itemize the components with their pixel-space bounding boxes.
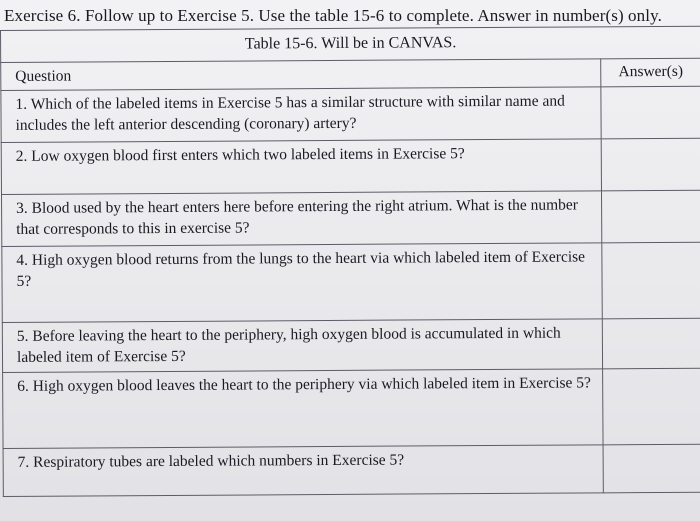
exercise-instructions: Exercise 6. Follow up to Exercise 5. Use the table 15-6 to complete. Answer in number(s) only. [4,6,662,25]
table-row [3,444,700,496]
table-row [3,368,700,448]
question-text: 6. High oxygen blood leaves the heart to the periphery via which labeled item in Exercise 5? [17,374,591,395]
table-row [2,242,700,322]
answer-cell[interactable] [603,368,700,445]
table-row [2,190,700,246]
question-text: 3. Blood used by the heart enters here before entering the right atrium. What is the number that corresponds to this in exercise 5? [16,196,578,238]
question-cell [2,319,602,373]
exercise-table [0,26,700,497]
table-caption-row [1,26,700,62]
answer-cell[interactable] [601,138,700,191]
question-cell [3,445,603,497]
question-cell [2,243,602,323]
question-text: 5. Before leaving the heart to the periphery, high oxygen blood is accumulated in which labeled item of Exercise 5? [16,324,561,366]
question-text: 2. Low oxygen blood first enters which two labeled items in Exercise 5? [15,145,465,165]
question-column-header: Question [1,59,601,91]
table-header-row [1,58,700,90]
table-row [1,138,700,194]
question-text: 1. Which of the labeled items in Exercise 5 has a similar structure with similar name and includes the left anterior descending (coronary) artery? [15,92,565,134]
answer-cell[interactable] [601,190,700,243]
answer-column-header: Answer(s) [601,58,700,87]
question-text: 7. Respiratory tubes are labeled which numbers in Exercise 5? [17,451,405,471]
question-cell [1,139,601,195]
answer-cell[interactable] [602,318,700,369]
question-cell [2,191,602,247]
question-cell [3,369,603,449]
answer-cell[interactable] [602,242,700,319]
answer-cell[interactable] [601,86,700,139]
question-text: 4. High oxygen blood returns from the lungs to the heart via which labeled item of Exercise 5? [16,248,586,290]
answer-cell[interactable] [603,444,700,493]
table-caption: Table 15-6. Will be in CANVAS. [1,26,700,62]
table-row [1,86,700,142]
table-row [2,318,700,372]
question-cell [1,87,601,143]
